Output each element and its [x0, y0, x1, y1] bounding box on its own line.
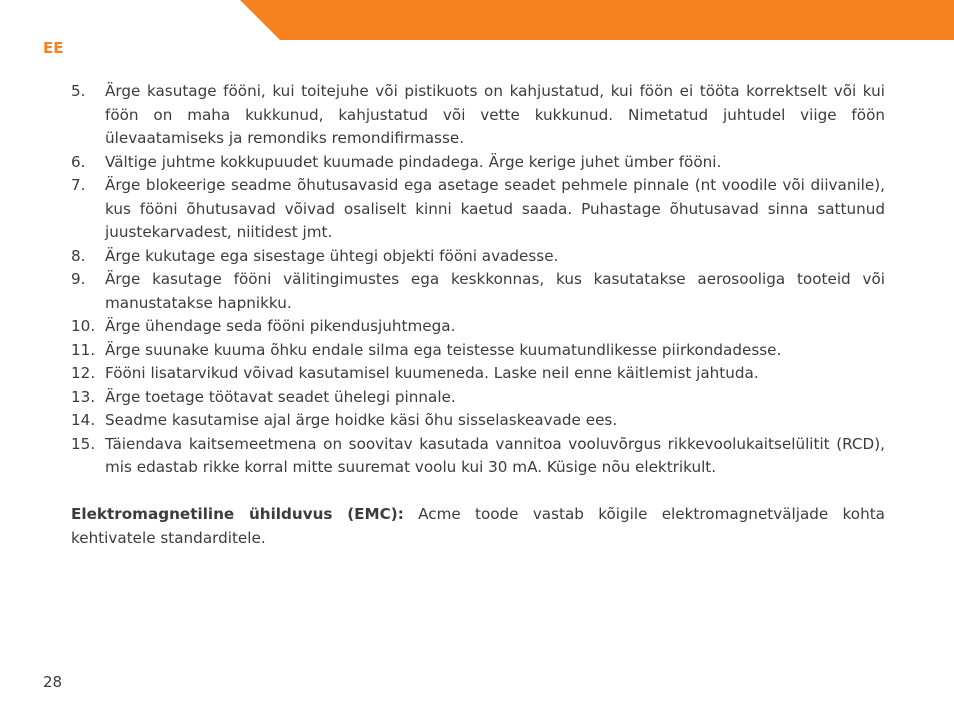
list-item	[71, 386, 885, 410]
list-item-number: 13.	[71, 387, 96, 406]
list-item-number: 7.	[71, 176, 86, 194]
header-accent-band	[240, 0, 954, 40]
list-item-text: Ärge suunake kuuma õhku endale silma ega teistesse kuumatundlikesse piirkondadesse.	[105, 340, 782, 359]
list-item-number: 8.	[71, 246, 86, 265]
list-item-number: 14.	[71, 411, 96, 429]
list-item-text: Ärge blokeerige seadme õhutusavasid ega asetage seadet pehmele pinnale (nt voodile või diivanile), kus fööni õhutusavad võivad osaliselt kinni kaetud saada. Puhastage õhutusavad sinna sattunud juustekarvadest, niitidest jmt.	[105, 176, 885, 241]
list-item-text: Ärge kasutage fööni välitingimustes ega keskkonnas, kus kasutatakse aerosooliga tooteid või manustatakse hapnikku.	[105, 270, 885, 312]
list-item	[71, 268, 885, 315]
emc-title: Elektromagnetiline ühilduvus (EMC):	[71, 505, 404, 523]
list-item	[71, 362, 885, 386]
emc-text: Acme toode vastab kõigile elektromagnetväljade kohta kehtivatele standarditele.	[71, 505, 885, 547]
list-item-number: 11.	[71, 340, 96, 359]
list-item-number: 12.	[71, 364, 96, 382]
list-item	[71, 80, 885, 151]
list-item-text: Ärge kasutage fööni, kui toitejuhe või pistikuots on kahjustatud, kui föön ei tööta korrektselt või kui föön on maha kukkunud, kahjustatud või vette kukkunud. Nimetatud juhtudel viige föön ülevaatamiseks ja remondiks remondifirmasse.	[105, 82, 885, 147]
list-item-text: Täiendava kaitsemeetmena on soovitav kasutada vannitoa vooluvõrgus rikkevoolukaitselülitit (RCD), mis edastab rikke korral mitte suuremat voolu kui 30 mA. Küsige nõu elektrikult.	[105, 434, 885, 476]
emc-paragraph	[71, 503, 885, 550]
page-number: 28	[43, 673, 63, 691]
list-item	[71, 433, 885, 480]
list-item-text: Ärge toetage töötavat seadet ühelegi pinnale.	[105, 387, 456, 406]
list-item-number: 6.	[71, 152, 86, 171]
list-item-number: 9.	[71, 270, 86, 288]
list-item-text: Ärge kukutage ega sisestage ühtegi objekti fööni avadesse.	[105, 246, 559, 265]
list-item-text: Seadme kasutamise ajal ärge hoidke käsi õhu sisselaskeavade ees.	[105, 411, 618, 429]
list-item	[71, 245, 885, 269]
list-item-number: 5.	[71, 82, 86, 100]
list-item-text: Vältige juhtme kokkupuudet kuumade pindadega. Ärge kerige juhet ümber fööni.	[105, 152, 722, 171]
list-item	[71, 409, 885, 433]
list-item	[71, 315, 885, 339]
language-code: EE	[43, 39, 64, 57]
list-item-text: Ärge ühendage seda fööni pikendusjuhtmega.	[105, 317, 456, 335]
list-item-text: Fööni lisatarvikud võivad kasutamisel kuumeneda. Laske neil enne käitlemist jahtuda.	[105, 364, 759, 382]
list-item	[71, 339, 885, 363]
safety-rules-list	[71, 80, 885, 480]
list-item-number: 15.	[71, 434, 96, 453]
document-body	[71, 80, 885, 565]
list-item	[71, 174, 885, 245]
list-item	[71, 151, 885, 175]
list-item-number: 10.	[71, 317, 96, 335]
